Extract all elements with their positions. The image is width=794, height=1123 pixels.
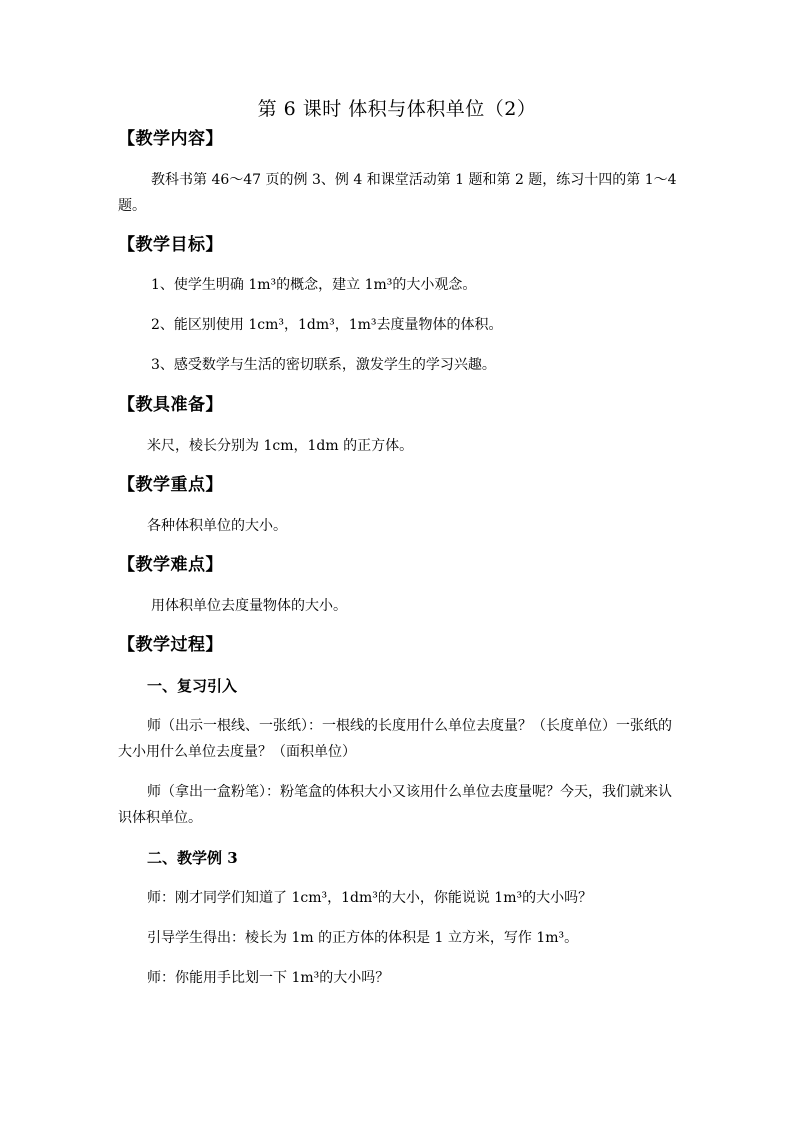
process-part2-title: 二、教学例 3 xyxy=(147,849,238,867)
goal-item-3: 3、感受数学与生活的密切联系，激发学生的学习兴趣。 xyxy=(151,357,496,373)
section-heading-content: 【教学内容】 xyxy=(118,129,223,149)
process-part2-paragraph-3: 师：你能用手比划一下 1m³的大小吗？ xyxy=(147,970,390,986)
section-heading-goals: 【教学目标】 xyxy=(118,235,223,255)
process-part2-paragraph-1: 师：刚才同学们知道了 1cm³，1dm³的大小，你能说说 1m³的大小吗？ xyxy=(147,890,593,906)
tools-paragraph: 米尺，棱长分别为 1cm，1dm 的正方体。 xyxy=(147,438,414,454)
process-part2-paragraph-2: 引导学生得出：棱长为 1m 的正方体的体积是 1 立方米，写作 1m³。 xyxy=(147,930,579,946)
section-heading-difficulty: 【教学难点】 xyxy=(118,555,223,575)
page-title: 第 6 课时 体积与体积单位（2） xyxy=(257,98,537,120)
section-heading-process: 【教学过程】 xyxy=(118,635,223,655)
process-part1-paragraph-2: 师（拿出一盒粉笔）：粉笔盒的体积大小又该用什么单位去度量呢？今天，我们就来认识体积单位。 xyxy=(118,784,672,826)
section-heading-tools: 【教具准备】 xyxy=(118,395,223,415)
key-point-paragraph: 各种体积单位的大小。 xyxy=(147,518,287,534)
goal-item-2: 2、能区别使用 1cm³，1dm³，1m³去度量物体的体积。 xyxy=(151,317,503,333)
process-part1-paragraph-1: 师（出示一根线、一张纸）：一根线的长度用什么单位去度量？（长度单位）一张纸的大小用什么单位去度量？（面积单位） xyxy=(118,718,672,760)
process-part1-title: 一、复习引入 xyxy=(147,677,238,695)
goal-item-1: 1、使学生明确 1m³的概念，建立 1m³的大小观念。 xyxy=(151,277,477,293)
difficulty-paragraph: 用体积单位去度量物体的大小。 xyxy=(151,598,347,614)
content-paragraph: 教科书第 46～47 页的例 3、例 4 和课堂活动第 1 题和第 2 题，练习十四的第 1～4 题。 xyxy=(118,172,677,214)
section-heading-key-point: 【教学重点】 xyxy=(118,475,223,495)
